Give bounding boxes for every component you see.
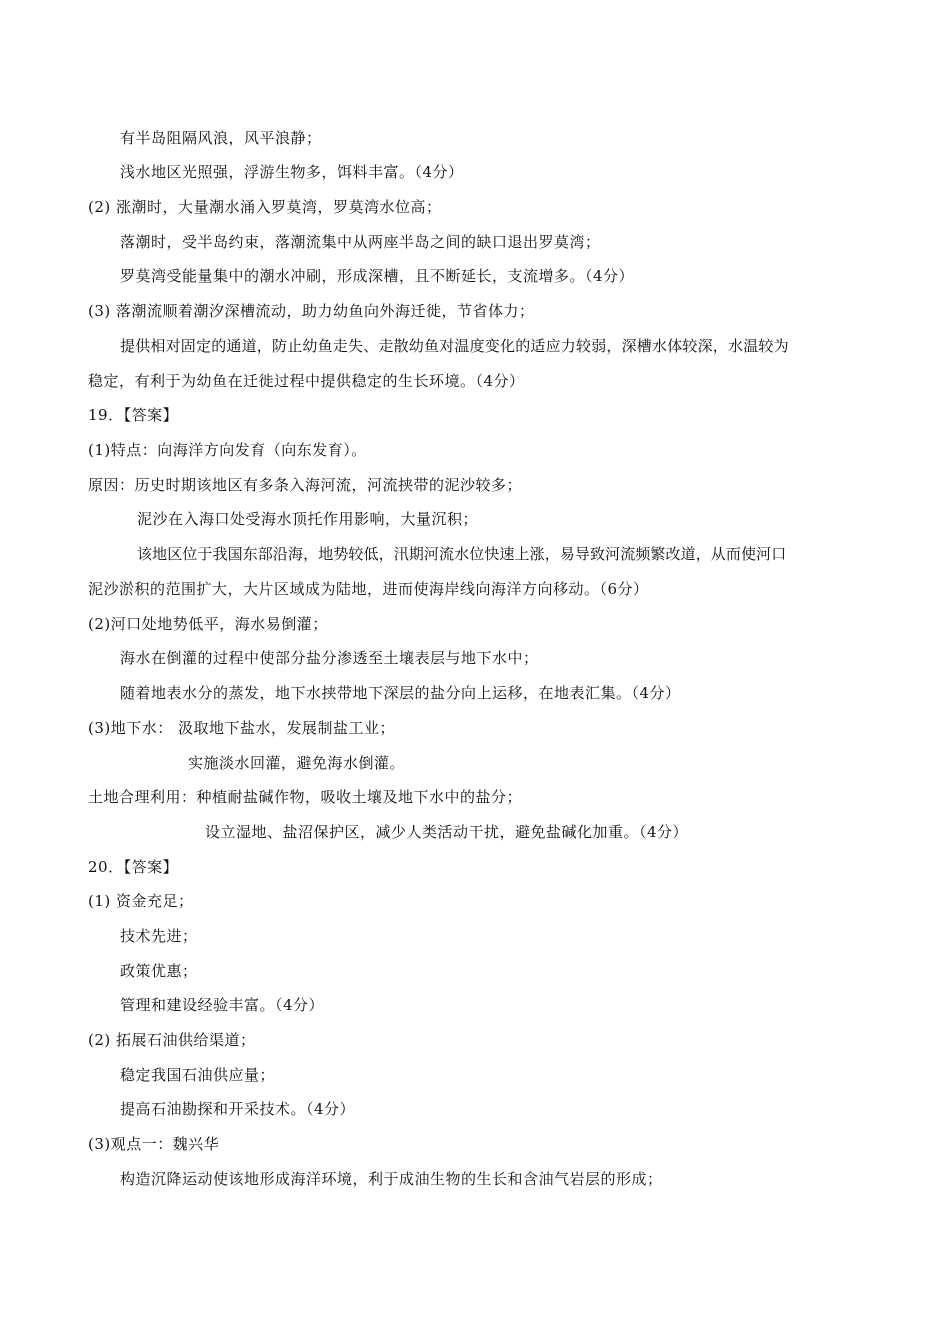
text-line-12: 泥沙在入海口处受海水顶托作用影响，大量沉积；: [137, 510, 479, 528]
text-line-23: (1) 资金充足；: [88, 892, 194, 910]
text-line-7: 提供相对固定的通道，防止幼鱼走失、走散幼鱼对温度变化的适应力较弱，深槽水体较深，水温较为: [120, 337, 789, 355]
text-line-3: (2) 涨潮时，大量潮水涌入罗莫湾，罗莫湾水位高；: [88, 198, 442, 216]
text-line-1: 有半岛阻隔风浪，风平浪静；: [120, 129, 322, 147]
text-line-25: 政策优惠；: [120, 962, 198, 980]
text-line-17: 随着地表水分的蒸发，地下水挟带地下深层的盐分向上运移，在地表汇集。（4分）: [120, 684, 681, 702]
text-line-31: 构造沉降运动使该地形成海洋环境，利于成油生物的生长和含油气岩层的形成；: [120, 1170, 663, 1188]
text-line-18: (3)地下水： 汲取地下盐水，发展制盐工业；: [88, 719, 396, 737]
text-line-24: 技术先进；: [120, 927, 198, 945]
text-line-5: 罗莫湾受能量集中的潮水冲刷，形成深槽，且不断延长，支流增多。（4分）: [120, 267, 635, 285]
section-heading-19: 19．【答案】: [88, 406, 179, 424]
text-line-15: (2)河口处地势低平，海水易倒灌；: [88, 615, 328, 633]
text-line-6: (3) 落潮流顺着潮汐深槽流动，助力幼鱼向外海迁徙，节省体力；: [88, 302, 535, 320]
section-heading-20: 20．【答案】: [88, 858, 179, 876]
text-line-13: 该地区位于我国东部沿海，地势较低，汛期河流水位快速上涨，易导致河流频繁改道，从而使河口: [137, 545, 787, 563]
text-line-21: 设立湿地、盐沼保护区，减少人类活动干扰，避免盐碱化加重。（4分）: [205, 823, 689, 841]
text-line-11: 原因：历史时期该地区有多条入海河流，河流挟带的泥沙较多；: [88, 476, 523, 494]
text-line-29: 提高石油勘探和开采技术。（4分）: [120, 1100, 356, 1118]
text-line-10: (1)特点：向海洋方向发育（向东发育）。: [88, 441, 367, 459]
text-line-20: 土地合理利用：种植耐盐碱作物，吸收土壤及地下水中的盐分；: [88, 788, 523, 806]
text-line-28: 稳定我国石油供应量；: [120, 1066, 276, 1084]
text-line-27: (2) 拓展石油供给渠道；: [88, 1031, 256, 1049]
text-line-26: 管理和建设经验丰富。（4分）: [120, 996, 325, 1014]
text-line-16: 海水在倒灌的过程中使部分盐分渗透至土壤表层与地下水中；: [120, 649, 539, 667]
text-line-30: (3)观点一：魏兴华: [88, 1135, 220, 1153]
text-line-14: 泥沙淤积的范围扩大，大片区域成为陆地，进而使海岸线向海洋方向移动。（6分）: [88, 580, 649, 598]
text-line-19: 实施淡水回灌，避免海水倒灌。: [188, 754, 406, 772]
text-line-4: 落潮时，受半岛约束，落潮流集中从两座半岛之间的缺口退出罗莫湾；: [120, 233, 601, 251]
text-line-8: 稳定，有利于为幼鱼在迁徙过程中提供稳定的生长环境。（4分）: [88, 372, 525, 390]
text-line-2: 浅水地区光照强，浮游生物多，饵料丰富。（4分）: [120, 163, 464, 181]
